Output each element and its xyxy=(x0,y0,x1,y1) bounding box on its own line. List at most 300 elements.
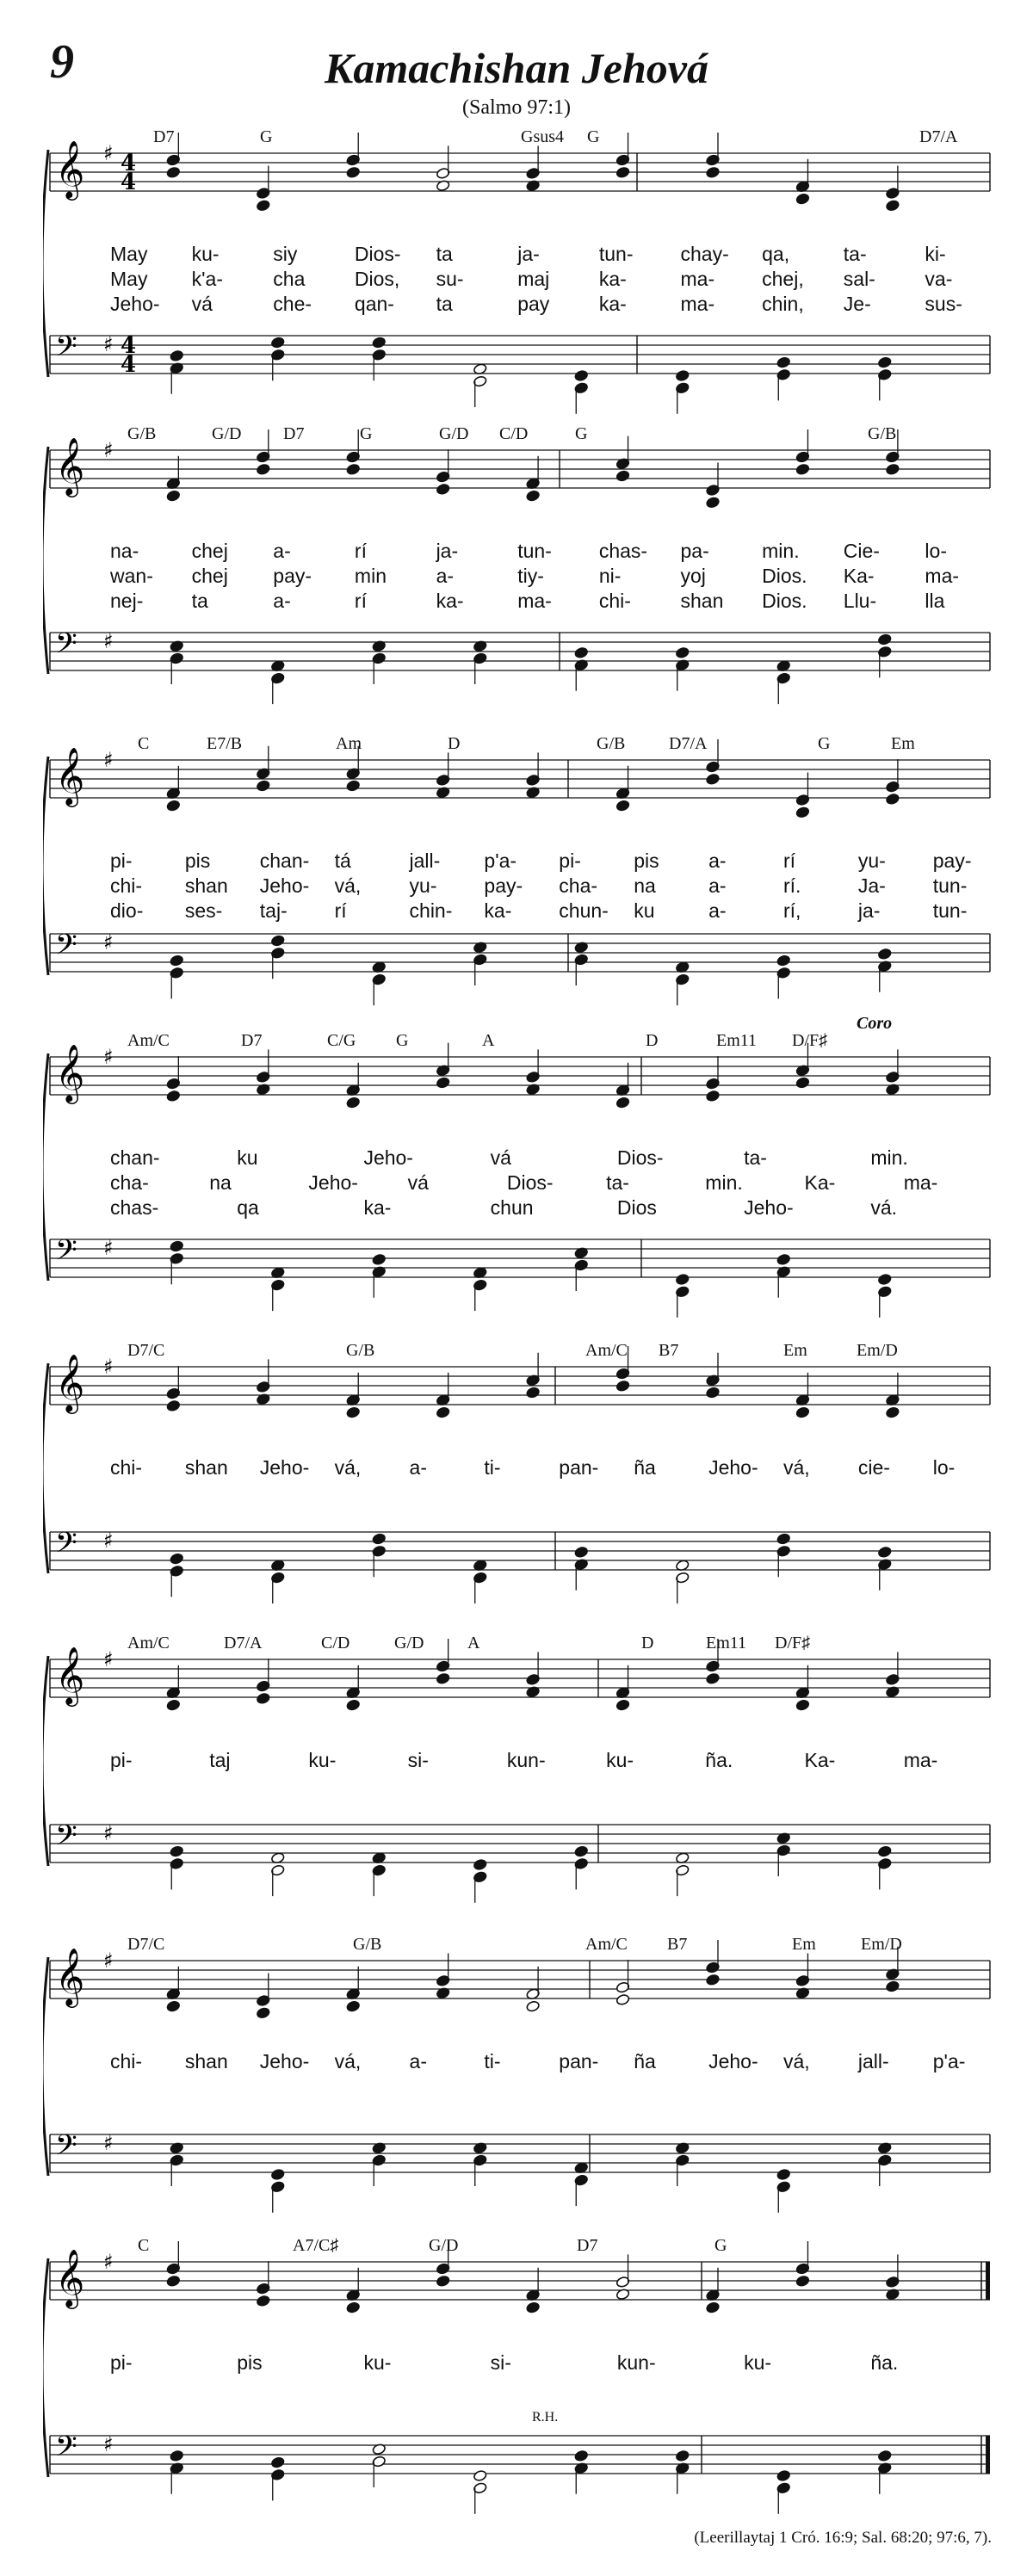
note-head xyxy=(675,1273,690,1285)
lyric-syllable: Je- xyxy=(843,293,871,315)
note-head xyxy=(526,2000,541,2012)
key-signature-sharp: ♯ xyxy=(103,748,114,772)
lyric-syllable: chi- xyxy=(110,874,143,897)
final-barline-thick xyxy=(986,2436,990,2474)
note-head xyxy=(166,490,181,502)
note-head xyxy=(473,2469,487,2481)
lyric-syllable: si- xyxy=(490,2351,511,2374)
note-head xyxy=(574,1845,589,1857)
bass-clef-icon: 𝄢 xyxy=(55,1819,77,1859)
lyric-syllable: ku- xyxy=(744,2351,772,2374)
chord-symbol: D7/A xyxy=(224,1634,263,1652)
note-head xyxy=(170,954,184,967)
lyric-syllable: a- xyxy=(708,874,727,897)
final-barline-thick xyxy=(986,2262,990,2300)
lyric-syllable: Cie- xyxy=(843,540,880,562)
lyric-syllable: vá, xyxy=(334,1456,362,1479)
note-head xyxy=(675,646,690,658)
lyric-syllable: vá, xyxy=(334,2050,362,2073)
note-head xyxy=(776,356,791,368)
system-brace xyxy=(43,1656,48,1866)
lyric-syllable: k'a- xyxy=(191,268,223,290)
lyric-syllable: ka- xyxy=(598,293,627,315)
lyric-syllable: yoj xyxy=(680,565,706,587)
note-head xyxy=(795,806,810,819)
lyric-syllable: shan xyxy=(184,874,228,897)
lyric-syllable: ku- xyxy=(191,243,220,265)
key-signature-sharp: ♯ xyxy=(103,2131,114,2155)
scripture-references: (Leerillaytaj 1 Cró. 16:9; Sal. 68:20; 97:6, 7). xyxy=(694,2529,992,2547)
lyric-syllable: vá. xyxy=(870,1196,898,1219)
lyric-syllable: ka- xyxy=(484,899,512,922)
treble-clef-icon: 𝄞 xyxy=(55,746,85,805)
chord-symbol: G/D xyxy=(429,2236,459,2255)
lyric-syllable: pan- xyxy=(559,2050,599,2073)
lyric-syllable: ta- xyxy=(744,1146,767,1169)
lyric-syllable: Dios. xyxy=(762,590,807,612)
chord-symbol: D7 xyxy=(577,2236,598,2255)
note-head xyxy=(574,646,589,658)
lyric-syllable: rí xyxy=(334,899,347,922)
note-head xyxy=(574,369,589,381)
chord-symbol: G/D xyxy=(439,424,469,443)
chord-symbol: G/D xyxy=(212,424,242,443)
lyric-syllable: va- xyxy=(925,268,953,290)
lyric-syllable: pis xyxy=(634,849,659,872)
system-brace xyxy=(43,150,48,377)
lyric-syllable: May xyxy=(110,268,148,290)
note-head xyxy=(270,2168,285,2180)
lyric-syllable: jall- xyxy=(857,2050,889,2073)
chord-symbol: Em xyxy=(891,734,915,753)
chord-symbol: B7 xyxy=(659,1341,679,1360)
lyric-syllable: che- xyxy=(273,293,312,315)
note-head xyxy=(170,349,184,361)
note-head xyxy=(166,166,181,178)
note-head xyxy=(256,780,270,792)
lyric-syllable: min. xyxy=(870,1146,908,1169)
chord-symbol: G xyxy=(587,127,600,146)
lyric-syllable: rí. xyxy=(782,874,801,897)
key-signature-sharp: ♯ xyxy=(103,1647,114,1671)
lyric-syllable: chan- xyxy=(259,849,310,872)
score-system xyxy=(43,2238,999,2522)
lyric-syllable: ta xyxy=(436,293,453,315)
note-head xyxy=(706,1387,721,1399)
score-system xyxy=(43,426,999,719)
note-head xyxy=(615,1993,630,2005)
lyric-syllable: vá xyxy=(490,1146,511,1169)
lyric-syllable: pis xyxy=(237,2351,263,2374)
key-signature-sharp: ♯ xyxy=(103,1355,114,1379)
system-staves xyxy=(43,1635,999,1911)
lyric-syllable: jall- xyxy=(409,849,441,872)
chord-symbol: C/D xyxy=(499,424,529,443)
lyric-syllable: chan- xyxy=(110,1146,160,1169)
note-head xyxy=(877,2449,892,2462)
lyric-syllable: Jeho- xyxy=(259,2050,310,2073)
lyric-syllable: p'a- xyxy=(932,2050,966,2073)
note-head xyxy=(574,1546,589,1558)
lyric-syllable: dio- xyxy=(110,899,144,922)
chord-symbol: C xyxy=(138,734,150,753)
chord-symbol: G/B xyxy=(868,424,897,443)
chord-symbol: C/D xyxy=(321,1634,350,1652)
lyric-syllable: ma- xyxy=(517,590,552,612)
lyric-syllable: pay- xyxy=(484,874,523,897)
lyric-syllable: qa xyxy=(237,1196,259,1219)
lyric-syllable: rí xyxy=(354,590,367,612)
score-system xyxy=(43,1937,999,2221)
chord-symbol: A xyxy=(482,1031,495,1050)
score-system xyxy=(43,1635,999,1911)
score-system xyxy=(43,1014,999,1325)
lyric-syllable: ja- xyxy=(857,899,881,922)
chord-symbol: Em/D xyxy=(857,1341,898,1360)
system-staves xyxy=(43,1937,999,2221)
lyric-syllable: pay- xyxy=(273,565,312,587)
lyric-syllable: Jeho- xyxy=(708,1456,758,1479)
note-head xyxy=(706,1090,721,1102)
system-brace xyxy=(43,447,48,674)
note-head xyxy=(877,1273,892,1285)
chord-symbol: G/B xyxy=(127,424,157,443)
lyric-syllable: Dios, xyxy=(354,268,400,290)
lyric-syllable: ña. xyxy=(705,1749,733,1771)
lyric-syllable: ma- xyxy=(680,268,715,290)
lyric-syllable: cha- xyxy=(559,874,598,897)
lyric-syllable: shan xyxy=(680,590,724,612)
lyric-syllable: Dios- xyxy=(616,1146,664,1169)
note-head xyxy=(795,463,810,475)
lyric-syllable: ma- xyxy=(903,1749,938,1771)
lyric-syllable: tun- xyxy=(932,874,968,897)
lyric-syllable: a- xyxy=(273,540,291,562)
chord-symbol: G xyxy=(360,424,373,443)
lyric-syllable: ses- xyxy=(184,899,223,922)
lyric-syllable: nej- xyxy=(110,590,144,612)
note-head xyxy=(270,935,285,947)
lyric-syllable: chun xyxy=(490,1196,534,1219)
key-signature-sharp: ♯ xyxy=(103,1236,114,1260)
lyric-syllable: min. xyxy=(705,1171,743,1194)
lyric-syllable: Ka- xyxy=(843,565,875,587)
lyric-syllable: ta- xyxy=(843,243,867,265)
lyric-syllable: min xyxy=(354,565,387,587)
lyric-syllable: yu- xyxy=(409,874,437,897)
lyric-syllable: na xyxy=(209,1171,232,1194)
note-head xyxy=(436,1406,450,1418)
lyric-syllable: ku- xyxy=(363,2351,392,2374)
note-head xyxy=(346,463,361,475)
note-head xyxy=(706,773,721,785)
lyric-syllable: ka- xyxy=(363,1196,392,1219)
note-head xyxy=(615,1699,630,1711)
lyric-syllable: pi- xyxy=(110,849,133,872)
lyric-syllable: pi- xyxy=(559,849,581,872)
lyric-syllable: Dios- xyxy=(354,243,401,265)
chord-symbol: G xyxy=(396,1031,409,1050)
lyric-syllable: ta xyxy=(191,590,208,612)
lyric-syllable: chin- xyxy=(409,899,453,922)
system-staves xyxy=(43,1343,999,1618)
chord-symbol: D7/C xyxy=(127,1341,165,1360)
lyric-syllable: Jeho- xyxy=(259,1456,310,1479)
treble-clef-icon: 𝄞 xyxy=(55,2248,85,2307)
lyric-syllable: ku xyxy=(237,1146,258,1169)
lyric-syllable: ka- xyxy=(436,590,464,612)
lyric-syllable: qa, xyxy=(762,243,790,265)
treble-clef-icon: 𝄞 xyxy=(55,1043,85,1102)
note-head xyxy=(886,793,900,805)
chord-symbol: D7 xyxy=(241,1031,263,1050)
chord-symbol: G xyxy=(818,734,831,753)
chord-symbol: D/F♯ xyxy=(775,1634,811,1652)
time-signature-bottom: 4 xyxy=(121,352,137,378)
note-head xyxy=(795,1077,810,1089)
lyric-syllable: a- xyxy=(273,590,291,612)
chord-symbol: C xyxy=(138,2236,150,2255)
note-head xyxy=(170,2449,184,2462)
lyric-syllable: taj xyxy=(209,1749,231,1771)
note-head xyxy=(346,2000,361,2012)
lyric-syllable: rí, xyxy=(782,899,801,922)
system-brace xyxy=(43,1053,48,1281)
note-head xyxy=(675,369,690,381)
time-signature-top: 4 xyxy=(121,333,137,359)
lyric-syllable: Dios xyxy=(616,1196,657,1219)
score-system xyxy=(43,129,999,422)
chord-symbol: D7/A xyxy=(919,127,958,146)
chord-symbol: Gsus4 xyxy=(521,127,565,146)
lyric-syllable: a- xyxy=(409,1456,427,1479)
bass-clef-icon: 𝄢 xyxy=(55,2129,77,2169)
note-head xyxy=(886,1406,900,1418)
lyric-syllable: chi- xyxy=(110,1456,143,1479)
chord-symbol: G xyxy=(714,2236,727,2255)
note-head xyxy=(166,1699,181,1711)
note-head xyxy=(706,1974,721,1986)
chord-symbol: Em xyxy=(792,1935,816,1954)
chord-symbol: Am/C xyxy=(127,1031,170,1050)
chord-symbol: Am/C xyxy=(585,1935,628,1954)
lyric-syllable: chas- xyxy=(598,540,648,562)
chord-symbol: D xyxy=(448,734,461,753)
lyric-syllable: ma- xyxy=(680,293,715,315)
treble-clef-icon: 𝄞 xyxy=(55,436,85,495)
lyric-syllable: ja- xyxy=(436,540,459,562)
chord-symbol: C/G xyxy=(327,1031,356,1050)
note-head xyxy=(886,200,900,212)
lyric-syllable: chej xyxy=(191,540,228,562)
lyric-syllable: lla xyxy=(925,590,945,612)
note-head xyxy=(170,1845,184,1857)
lyric-syllable: chej xyxy=(191,565,228,587)
note-head xyxy=(795,193,810,205)
lyric-syllable: ku- xyxy=(308,1749,337,1771)
lyric-syllable: ki- xyxy=(925,243,946,265)
lyric-syllable: siy xyxy=(273,243,298,265)
key-signature-sharp: ♯ xyxy=(103,2432,114,2456)
lyric-syllable: a- xyxy=(409,2050,427,2073)
time-signature-top: 4 xyxy=(121,151,137,176)
lyric-syllable: ku xyxy=(634,899,655,922)
note-head xyxy=(346,1699,361,1711)
lyric-syllable: wan- xyxy=(110,565,153,587)
lyric-syllable: Ka- xyxy=(804,1171,836,1194)
chord-symbol: Em11 xyxy=(716,1031,758,1050)
lyric-syllable: shan xyxy=(184,1456,228,1479)
note-head xyxy=(436,1672,450,1684)
lyric-syllable: ni- xyxy=(598,565,622,587)
note-head xyxy=(170,1240,184,1252)
lyric-syllable: ja- xyxy=(517,243,540,265)
key-signature-sharp: ♯ xyxy=(103,438,114,462)
lyric-syllable: na- xyxy=(110,540,139,562)
note-head xyxy=(675,2449,690,2462)
chord-symbol: G/B xyxy=(597,734,626,753)
note-head xyxy=(615,470,630,482)
lyric-syllable: vá xyxy=(191,293,213,315)
lyric-syllable: chej, xyxy=(762,268,804,290)
chord-symbol: Am/C xyxy=(127,1634,170,1652)
lyric-syllable: p'a- xyxy=(484,849,517,872)
key-signature-sharp: ♯ xyxy=(103,141,114,165)
lyric-syllable: cha xyxy=(273,268,306,290)
lyric-syllable: pa- xyxy=(680,540,709,562)
note-head xyxy=(166,1399,181,1412)
chord-symbol: G/B xyxy=(346,1341,375,1360)
lyric-syllable: ña xyxy=(634,1456,656,1479)
lyric-syllable: ma- xyxy=(925,565,960,587)
chord-symbol: Em11 xyxy=(706,1634,747,1652)
hymn-number: 9 xyxy=(50,35,74,89)
chord-symbol: A xyxy=(467,1634,480,1652)
key-signature-sharp: ♯ xyxy=(103,2250,114,2274)
note-head xyxy=(776,2469,791,2481)
note-head xyxy=(877,356,892,368)
lyric-syllable: ti- xyxy=(484,1456,501,1479)
chord-symbol: D xyxy=(641,1634,654,1652)
lyric-syllable: min. xyxy=(762,540,800,562)
section-label-coro: Coro xyxy=(857,1014,893,1033)
note-head xyxy=(346,1096,361,1109)
bass-clef-icon: 𝄢 xyxy=(55,2431,77,2470)
lyric-syllable: su- xyxy=(436,268,464,290)
lyric-syllable: na xyxy=(634,874,656,897)
note-head xyxy=(166,800,181,812)
lyric-syllable: Llu- xyxy=(843,590,877,612)
note-head xyxy=(166,2275,181,2287)
lyric-syllable: Jeho- xyxy=(363,1146,413,1169)
lyric-syllable: sus- xyxy=(925,293,962,315)
key-signature-sharp: ♯ xyxy=(103,1529,114,1553)
chord-symbol: G/D xyxy=(394,1634,424,1652)
right-hand-mark: R.H. xyxy=(532,2410,559,2425)
lyric-syllable: tun- xyxy=(932,899,968,922)
lyric-syllable: ta- xyxy=(606,1171,629,1194)
lyric-syllable: sal- xyxy=(843,268,875,290)
lyric-syllable: pi- xyxy=(110,2351,133,2374)
note-head xyxy=(886,1980,900,1992)
note-head xyxy=(526,2301,541,2313)
lyric-syllable: Jeho- xyxy=(744,1196,794,1219)
chord-symbol: Am xyxy=(336,734,362,753)
lyric-syllable: chi- xyxy=(110,2050,143,2073)
lyric-syllable: Jeho- xyxy=(259,874,310,897)
bass-clef-icon: 𝄢 xyxy=(55,627,77,667)
note-head xyxy=(473,1858,487,1870)
key-signature-sharp: ♯ xyxy=(103,1949,114,1973)
note-head xyxy=(615,1096,630,1109)
lyric-syllable: Dios. xyxy=(762,565,807,587)
chord-symbol: G/B xyxy=(353,1935,382,1954)
chord-symbol: A7/C♯ xyxy=(293,2236,339,2255)
lyric-syllable: tiy- xyxy=(517,565,544,587)
note-head xyxy=(166,2000,181,2012)
treble-clef-icon: 𝄞 xyxy=(55,1947,85,2005)
lyric-syllable: chun- xyxy=(559,899,609,922)
lyric-syllable: ku- xyxy=(606,1749,634,1771)
lyric-syllable: ña. xyxy=(870,2351,899,2374)
note-head xyxy=(615,1380,630,1392)
bass-clef-icon: 𝄢 xyxy=(55,929,77,968)
lyric-syllable: May xyxy=(110,243,148,265)
lyric-syllable: chi- xyxy=(598,590,631,612)
note-head xyxy=(776,2168,791,2180)
note-head xyxy=(270,337,285,349)
note-head xyxy=(170,1553,184,1565)
score-system xyxy=(43,1343,999,1618)
lyric-syllable: lo- xyxy=(932,1456,956,1479)
note-head xyxy=(436,483,450,495)
note-head xyxy=(256,200,270,212)
lyric-syllable: ka- xyxy=(598,268,627,290)
note-head xyxy=(346,2301,361,2313)
bass-clef-icon: 𝄢 xyxy=(55,330,77,370)
lyric-syllable: a- xyxy=(436,565,455,587)
note-head xyxy=(574,2449,589,2462)
note-head xyxy=(706,1672,721,1684)
lyric-syllable: ti- xyxy=(484,2050,501,2073)
lyric-syllable: Ka- xyxy=(804,1749,836,1771)
system-brace xyxy=(43,757,48,975)
lyric-syllable: cha- xyxy=(110,1171,149,1194)
chord-symbol: G xyxy=(575,424,588,443)
note-head xyxy=(706,166,721,178)
note-head xyxy=(526,1387,541,1399)
lyric-syllable: qan- xyxy=(354,293,394,315)
lyric-syllable: ña xyxy=(634,2050,656,2073)
lyric-syllable: a- xyxy=(708,899,727,922)
score-system xyxy=(43,736,999,1020)
lyric-syllable: cie- xyxy=(857,1456,890,1479)
bass-clef-icon: 𝄢 xyxy=(55,1527,77,1566)
chord-symbol: G xyxy=(260,127,273,146)
lyric-syllable: Jeho- xyxy=(308,1171,358,1194)
lyric-syllable: Dios- xyxy=(506,1171,554,1194)
lyric-syllable: Jeho- xyxy=(110,293,160,315)
lyric-syllable: pan- xyxy=(559,1456,599,1479)
lyric-syllable: taj- xyxy=(259,899,288,922)
note-head xyxy=(346,166,361,178)
note-head xyxy=(795,1406,810,1418)
lyric-syllable: kun- xyxy=(616,2351,656,2374)
note-head xyxy=(706,2301,721,2313)
lyric-syllable: vá, xyxy=(782,2050,810,2073)
key-signature-sharp: ♯ xyxy=(103,930,114,954)
note-head xyxy=(795,1699,810,1711)
